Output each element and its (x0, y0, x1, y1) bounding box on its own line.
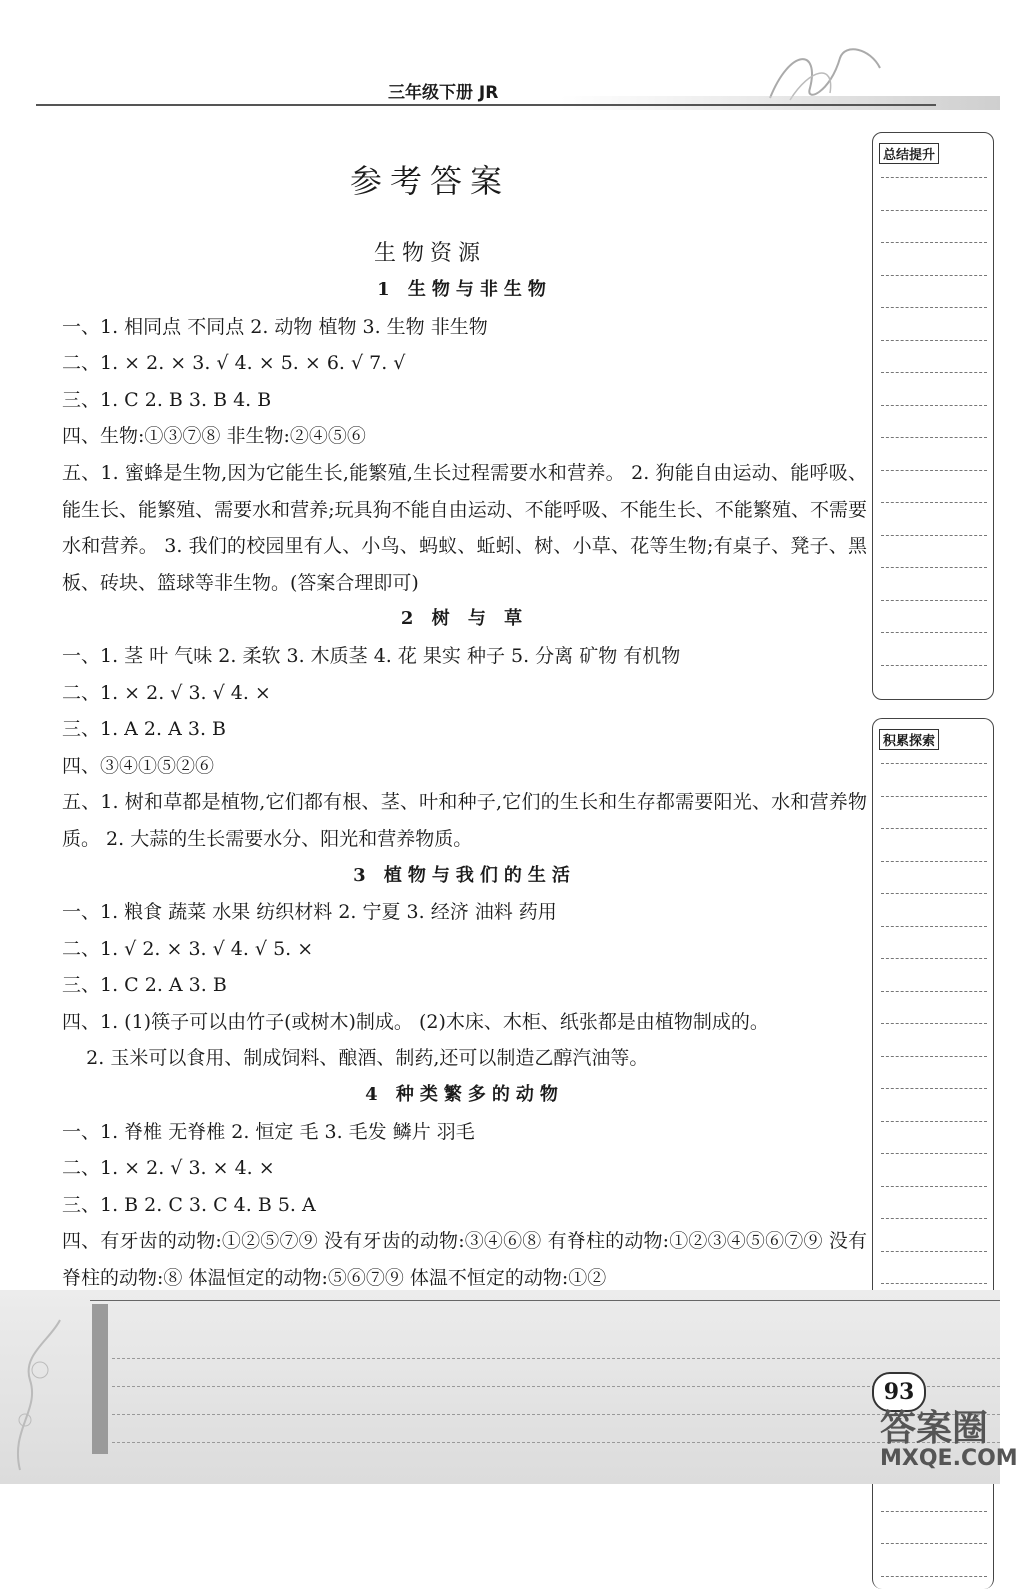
floral-decoration (0, 1310, 90, 1480)
header-rule (36, 104, 936, 106)
ruled-line (881, 502, 987, 503)
answer-line: 三、1. C 2. B 3. B 4. B (62, 388, 272, 411)
ruled-line (881, 926, 987, 927)
answer-line: 二、1. √ 2. × 3. √ 4. √ 5. × (62, 937, 314, 960)
answer-line: 四、生物:①③⑦⑧ 非生物:②④⑤⑥ (62, 425, 366, 448)
ruled-line (881, 861, 987, 862)
footer-rule (90, 1300, 1000, 1301)
ruled-line (881, 600, 987, 601)
answer-line: 三、1. C 2. A 3. B (62, 974, 227, 997)
page-number: 93 (872, 1372, 926, 1412)
ruled-line (881, 1511, 987, 1512)
ruled-line (881, 1023, 987, 1024)
answer-paragraph: 五、1. 蜜蜂是生物,因为它能生长,能繁殖,生长过程需要水和营养。 2. 狗能自由运动、能呼吸、能生长、能繁殖、需要水和营养;玩具狗不能自由运动、不能呼吸、不能生长、不能繁殖、不需要水和营养。 3. 我们的校园里有人、小鸟、蚂蚁、蚯蚓、树、小草、花等生物;有桌子、凳子、黑板、砖块、篮球等非生物。(答案合理即可) (62, 461, 867, 594)
ruled-line (881, 1186, 987, 1187)
ruled-line (881, 1251, 987, 1252)
ruled-line (881, 1283, 987, 1284)
answer-line: 一、1. 脊椎 无脊椎 2. 恒定 毛 3. 毛发 鳞片 羽毛 (62, 1120, 475, 1143)
ruled-line (881, 1088, 987, 1089)
ruled-line (881, 1121, 987, 1122)
footer-ruled-line (112, 1386, 1000, 1387)
ruled-line (881, 567, 987, 568)
ruled-line (881, 177, 987, 178)
answer-content (62, 272, 867, 1297)
ruled-line (881, 828, 987, 829)
ruled-line (881, 893, 987, 894)
ruled-line (881, 275, 987, 276)
ruled-line (881, 437, 987, 438)
ruled-line (881, 340, 987, 341)
answer-line: 二、1. × 2. √ 3. √ 4. × (62, 681, 271, 704)
ruled-line (881, 210, 987, 211)
answer-line: 四、③④①⑤②⑥ (62, 754, 215, 777)
footer-side-bar (92, 1304, 108, 1454)
section-title: 生物资源 (373, 241, 486, 266)
answer-line: 三、1. A 2. A 3. B (62, 718, 226, 741)
ruled-line (881, 242, 987, 243)
ruled-line (881, 535, 987, 536)
explore-notes-label: 积累探索 (879, 729, 939, 750)
footer-band (0, 1290, 1000, 1484)
footer-ruled-line (112, 1414, 1000, 1415)
answer-line: 三、1. B 2. C 3. C 4. B 5. A (62, 1193, 316, 1216)
watermark-logo: 答案圈 (880, 1408, 989, 1449)
ruled-line (881, 665, 987, 666)
answer-paragraph: 四、有牙齿的动物:①②⑤⑦⑨ 没有牙齿的动物:③④⑥⑧ 有脊柱的动物:①②③④⑤⑥⑦⑨ 没有脊柱的动物:⑧ 体温恒定的动物:⑤⑥⑦⑨ 体温不恒定的动物:①② (62, 1230, 867, 1290)
watermark-url: MXQE.COM (880, 1446, 1018, 1471)
ruled-line (881, 632, 987, 633)
lesson-heading: 2 树 与 草 (400, 608, 529, 630)
lesson-heading: 1 生物与非生物 (377, 279, 552, 300)
answer-line: 二、1. × 2. √ 3. × 4. × (62, 1157, 275, 1180)
ruled-line (881, 796, 987, 797)
answer-line: 2. 玉米可以食用、制成饲料、酿酒、制药,还可以制造乙醇汽油等。 (62, 1047, 649, 1070)
ruled-line (881, 1576, 987, 1577)
page-title: 参考答案 (349, 162, 510, 200)
answer-paragraph: 五、1. 树和草都是植物,它们都有根、茎、叶和种子,它们的生长和生存都需要阳光、水和营养物质。 2. 大蒜的生长需要水分、阳光和营养物质。 (62, 791, 867, 850)
ruled-line (881, 1153, 987, 1154)
footer-ruled-line (112, 1442, 1000, 1443)
answer-line: 四、1. (1)筷子可以由竹子(或树木)制成。 (2)木床、木柜、纸张都是由植物制成的。 (62, 1010, 769, 1033)
answer-line: 二、1. × 2. × 3. √ 4. × 5. × 6. √ 7. √ (62, 352, 406, 375)
ruled-line (881, 958, 987, 959)
ruled-line (881, 405, 987, 406)
answer-line: 一、1. 茎 叶 气味 2. 柔软 3. 木质茎 4. 花 果实 种子 5. 分离 矿物 有机物 (62, 644, 681, 667)
summary-notes-label: 总结提升 (879, 143, 939, 164)
answer-line: 一、1. 相同点 不同点 2. 动物 植物 3. 生物 非生物 (62, 315, 488, 338)
ruled-line (881, 1543, 987, 1544)
lesson-heading: 3 植物与我们的生活 (353, 864, 576, 886)
answer-line: 一、1. 粮食 蔬菜 水果 纺织材料 2. 宁夏 3. 经济 油料 药用 (62, 901, 557, 924)
summary-notes-box (872, 132, 994, 700)
lesson-heading: 4 种类繁多的动物 (365, 1084, 564, 1106)
header-grade-label: 三年级下册 JR (388, 83, 499, 103)
ruled-line (881, 991, 987, 992)
ruled-line (881, 307, 987, 308)
footer-ruled-line (112, 1358, 1000, 1359)
ruled-line (881, 470, 987, 471)
header-gradient (560, 96, 1000, 110)
ruled-line (881, 763, 987, 764)
ruled-line (881, 1218, 987, 1219)
ruled-line (881, 372, 987, 373)
ruled-line (881, 1056, 987, 1057)
